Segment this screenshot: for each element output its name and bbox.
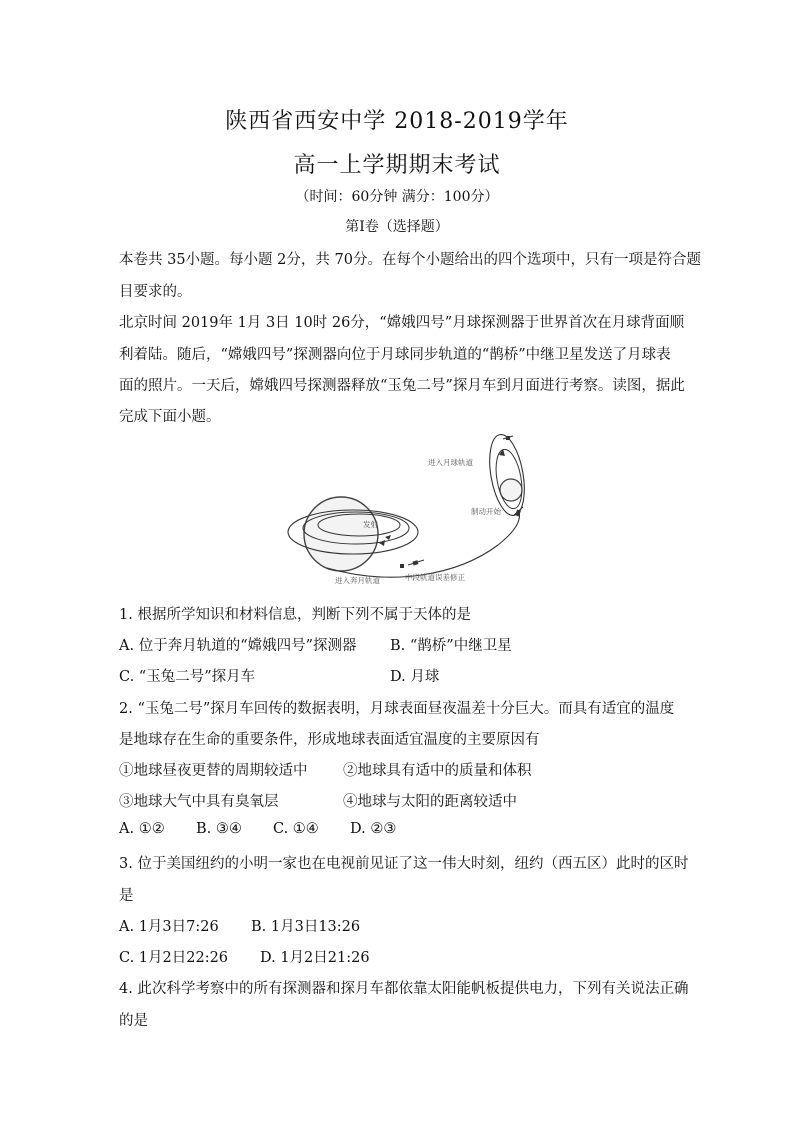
orbit-arrow-1 (379, 540, 385, 546)
question-1-option-a[interactable]: A. 位于奔月轨道的“嫦娥四号”探测器 (119, 638, 357, 654)
question-3-option-a[interactable]: A. 1月3日7:26 (119, 919, 219, 935)
label-enter-transfer-orbit: 进入奔月轨道 (335, 576, 380, 585)
question-2-item-4: ④地球与太阳的距离较适中 (343, 794, 517, 810)
question-2-stem-line1: 2. “玉兔二号”探月车回传的数据表明，月球表面昼夜温差十分巨大。而具有适宜的温度 (119, 701, 675, 717)
earth-figure (304, 497, 378, 571)
exam-title-line2: 高一上学期期末考试 (293, 153, 501, 178)
question-2-option-b[interactable]: B. ③④ (196, 821, 242, 837)
question-2-item-3: ③地球大气中具有臭氧层 (119, 794, 279, 810)
orbit-arrow-2 (385, 535, 391, 540)
question-4-stem-line1: 4. 此次科学考察中的所有探测器和探月车都依靠太阳能帆板提供电力，下列有关说法正确 (119, 981, 689, 997)
passage-line3: 面的照片。一天后，嫦娥四号探测器释放“玉兔二号”探月车到月面进行考察。读图，据此 (119, 378, 685, 394)
question-1-option-d[interactable]: D. 月球 (390, 669, 440, 685)
label-braking: 制动开始 (471, 507, 501, 516)
instructions-line1: 本卷共 35小题。每小题 2分，共 70分。在每个小题给出的四个选项中，只有一项是符合题 (119, 252, 701, 268)
instructions-line2: 目要求的。 (119, 284, 192, 300)
label-enter-lunar-orbit: 进入月球轨道 (428, 458, 473, 467)
question-3-stem-line1: 3. 位于美国纽约的小明一家也在电视前见证了这一伟大时刻，纽约（西五区）此时的区时 (119, 856, 689, 872)
passage-line1: 北京时间 2019年 1月 3日 10时 26分，“嫦娥四号”月球探测器于世界首次在月球背面顺 (119, 315, 685, 331)
spacecraft-icon-transfer (400, 564, 404, 568)
question-2-option-d[interactable]: D. ②③ (350, 821, 397, 837)
question-2-option-a[interactable]: A. ①② (119, 821, 165, 837)
trajectory-diagram (283, 427, 545, 592)
question-1-option-b[interactable]: B. “鹊桥”中继卫星 (390, 638, 512, 654)
question-2-stem-line2: 是地球存在生命的重要条件，形成地球表面适宜温度的主要原因有 (119, 732, 540, 748)
question-4-stem-line2: 的是 (119, 1013, 148, 1029)
question-2-option-c[interactable]: C. ①④ (273, 821, 319, 837)
spacecraft-icon-top (503, 436, 513, 440)
label-launch: 发射 (363, 520, 378, 529)
section-title: 第Ⅰ卷（选择题） (345, 219, 449, 235)
question-3-option-b[interactable]: B. 1月3日13:26 (251, 919, 361, 935)
passage-line2: 利着陆。随后，“嫦娥四号”探测器向位于月球同步轨道的“鹊桥”中继卫星发送了月球表 (119, 347, 671, 363)
question-3-option-d[interactable]: D. 1月2日21:26 (260, 950, 370, 966)
question-1-option-c[interactable]: C. “玉兔二号”探月车 (119, 669, 256, 685)
question-3-option-c[interactable]: C. 1月2日22:26 (119, 950, 229, 966)
question-1-stem: 1. 根据所学知识和材料信息，判断下列不属于天体的是 (119, 607, 471, 623)
moon-figure (500, 479, 522, 501)
question-3-stem-line2: 是 (119, 888, 134, 904)
question-2-item-1: ①地球昼夜更替的周期较适中 (119, 763, 308, 779)
label-midcourse-correction: 中段轨道误差修正 (405, 573, 465, 582)
question-2-item-2: ②地球具有适中的质量和体积 (343, 763, 532, 779)
spacecraft-icon-midcourse (408, 560, 424, 565)
exam-time-info: （时间：60分钟 满分：100分） (295, 189, 499, 205)
exam-title-line1: 陕西省西安中学 2018-2019学年 (225, 109, 569, 134)
passage-line4: 完成下面小题。 (119, 409, 221, 425)
